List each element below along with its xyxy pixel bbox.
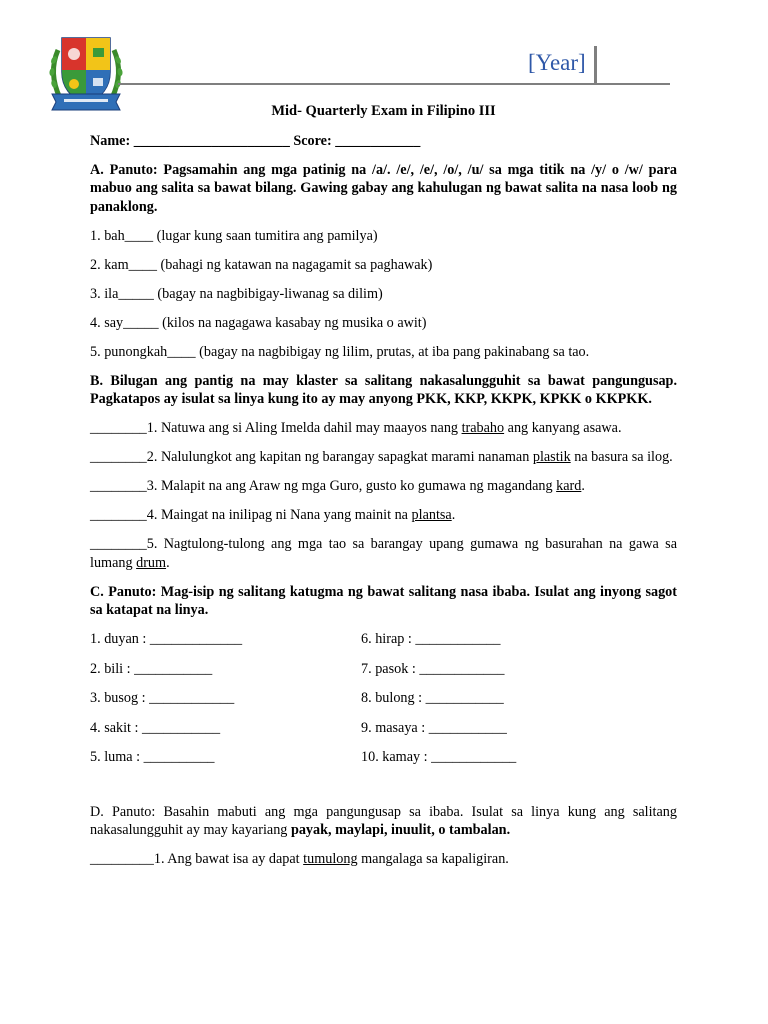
section-c-item: 3. busog : ____________ (90, 690, 235, 706)
underlined-word: kard (556, 478, 582, 494)
section-a-item: 2. kam____ (bahagi ng katawan na nagagamit sa paghawak) (90, 256, 433, 273)
section-b-instruction: B. Bilugan ang pantig na may klaster sa salitang nakasalungguhit sa bawat pangungusap. Pagkatapos ay isulat sa linya kung ito ay may anyong PKK, KKP, KKPK, KPKK o KKPKK. (90, 372, 677, 407)
section-d-instruction: D. Panuto: Basahin mabuti ang mga pangungusap sa ibaba. Isulat sa linya kung ang salitang nakasalungguhit ay may kayariang payak, maylapi, inuulit, o tambalan. (90, 803, 677, 838)
section-c-item: 5. luma : __________ (90, 749, 215, 765)
underlined-word: plastik (532, 449, 571, 465)
header-horizontal-rule (118, 83, 670, 85)
section-c-item: 4. sakit : ___________ (90, 719, 221, 736)
section-c-item: 8. bulong : ___________ (361, 690, 504, 706)
section-c-item: 9. masaya : ___________ (361, 719, 507, 736)
section-d-instruction-bold: payak, maylapi, inuulit, o tambalan. (290, 822, 511, 838)
section-c-item: 6. hirap : ____________ (361, 631, 501, 647)
year-placeholder: [Year] (528, 50, 586, 75)
section-a-item: 1. bah____ (lugar kung saan tumitira ang pamilya) (90, 227, 378, 244)
underlined-word: tumulong (303, 851, 358, 867)
page-header (0, 0, 768, 110)
exam-content (90, 102, 677, 869)
section-b-item: ________3. Malapit na ang Araw ng mga Guro, gusto ko gumawa ng magandang kard. (90, 478, 585, 494)
underlined-word: trabaho (461, 420, 505, 436)
name-score-line: Name: ______________________ Score: ____________ (90, 132, 421, 149)
underlined-word: plantsa (411, 507, 452, 523)
exam-title: Mid- Quarterly Exam in Filipino III (271, 103, 496, 119)
section-c-item: 7. pasok : ____________ (361, 660, 505, 677)
section-d-item: _________1. Ang bawat isa ay dapat tumulong mangalaga sa kapaligiran. (90, 851, 509, 867)
section-a-item: 5. punongkah____ (bagay na nagbibigay ng lilim, prutas, at iba pang pakinabang sa tao. (90, 343, 590, 360)
underlined-word: drum (136, 554, 167, 571)
section-c-instruction: C. Panuto: Mag-isip ng salitang katugma ng bawat salitang nasa ibaba. Isulat ang inyong sagot sa katapat na linya. (90, 583, 677, 618)
section-a-item: 3. ila_____ (bagay na nagbibigay-liwanag sa dilim) (90, 285, 383, 302)
section-c-grid (90, 630, 677, 767)
section-c-item: 1. duyan : _____________ (90, 631, 243, 647)
section-c-item: 2. bili : ___________ (90, 660, 213, 677)
section-a-item: 4. say_____ (kilos na nagagawa kasabay ng musika o awit) (90, 314, 427, 331)
section-b-item: ________2. Nalulungkot ang kapitan ng barangay sapagkat marami nanaman plastik na basura sa ilog. (90, 449, 673, 465)
header-vertical-rule (594, 46, 597, 83)
section-b-item: ________1. Natuwa ang si Aling Imelda dahil may maayos nang trabaho ang kanyang asawa. (90, 420, 622, 436)
section-b-item: ________4. Maingat na inilipag ni Nana yang mainit na plantsa. (90, 507, 456, 523)
section-b-item: ________5. Nagtulong-tulong ang mga tao sa barangay upang gumawa ng basurahan na gawa sa lumang drum. (90, 536, 677, 571)
section-a-instruction: A. Panuto: Pagsamahin ang mga patinig na /a/. /e/, /e/, /o/, /u/ sa mga titik na /y/ o /w/ para mabuo ang salita sa bawat bilang. Gawing gabay ang kahulugan ng bawat salita na nasa loob ng panaklong. (90, 161, 677, 215)
section-c-item: 10. kamay : ____________ (361, 749, 517, 765)
